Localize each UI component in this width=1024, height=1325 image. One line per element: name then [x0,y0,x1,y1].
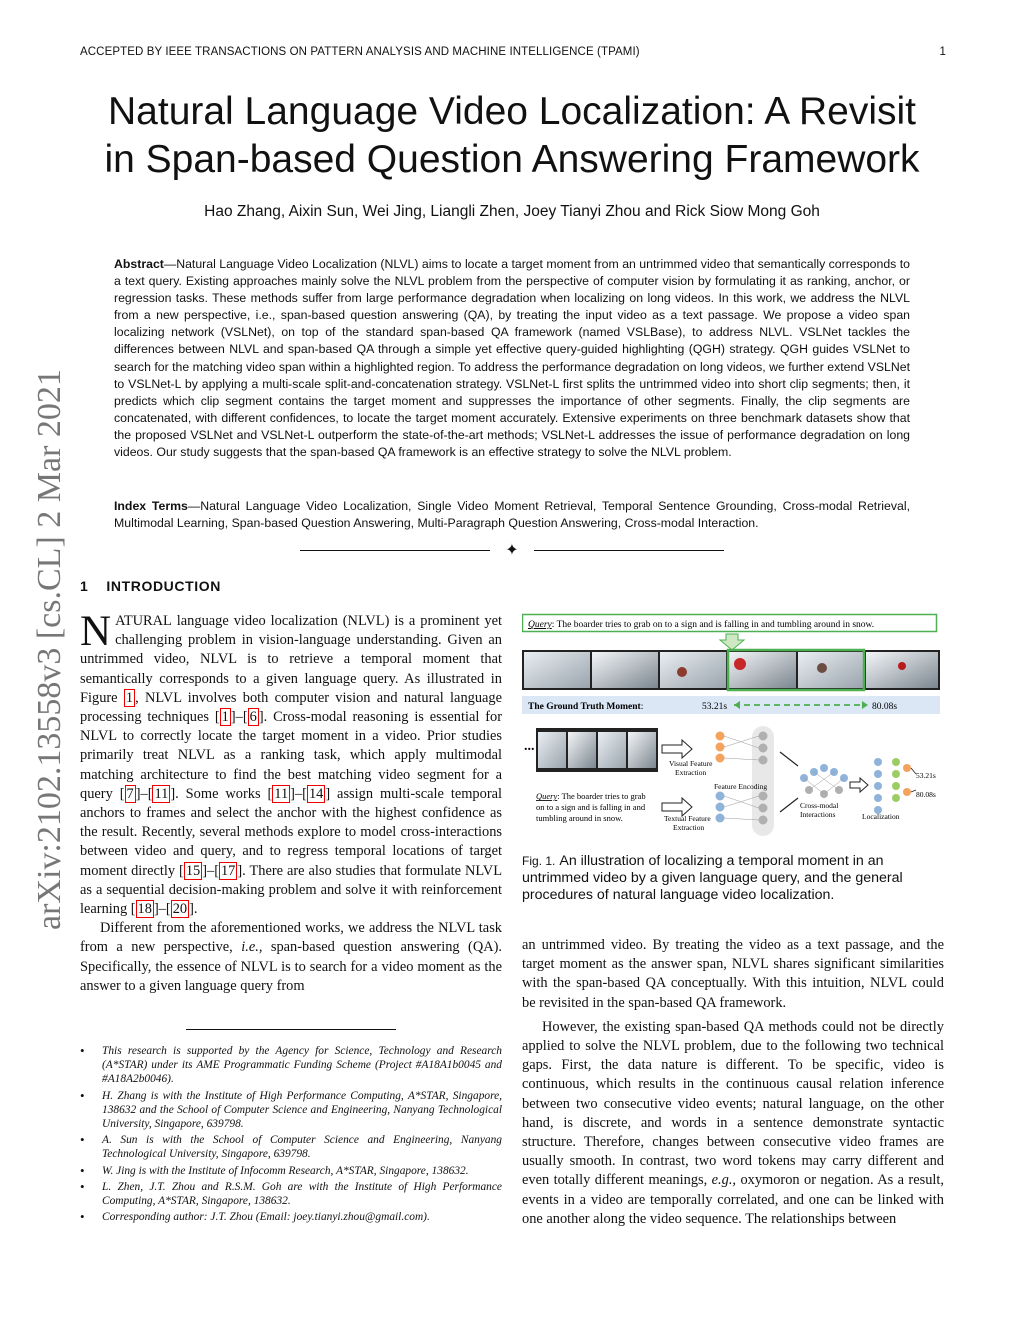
abstract-label: Abstract [114,257,164,271]
ground-truth-label: The Ground Truth Moment [528,702,641,712]
footnote-item: • A. Sun is with the School of Computer Science and Engineering, Nanyang Technological University, Singapore, 639798. [80,1133,502,1161]
right-paragraph-2 [522,1018,944,1229]
output-end: 80.08s [916,790,936,799]
arrow-right-icon [850,778,868,792]
intro-right-column [522,936,944,1229]
footnote-item: • W. Jing is with the Institute of Infocomm Research, A*STAR, Singapore, 138632. [80,1164,502,1178]
footnote-item: • This research is supported by the Agency for Science, Technology and Research (A*STAR) under its AME Programmatic Funding Scheme (Project #A18A1b0045 and #A18A2b0046). [80,1044,502,1087]
text-run: ]. [189,901,198,918]
citation-link[interactable]: 18 [137,901,152,918]
text-run: ]–[ [290,785,307,802]
query2-line-2: on to a sign and is falling in and [536,802,646,812]
italic-run: i.e., [241,939,263,956]
divider-star-icon: ✦ [505,540,519,559]
footnote-item: • H. Zhang is with the Institute of High Performance Computing, A*STAR, Singapore, 138632 and the School of Computer Science and Engineering, Nanyang Technological University, Singapore, 639798. [80,1089,502,1132]
arrow-right-icon [662,740,692,758]
frame-stack [536,728,658,772]
citation-link[interactable]: 15 [185,862,201,879]
ground-truth-end: 80.08s [872,702,898,712]
video-filmstrip [522,650,940,690]
cross-modal-label-1: Cross-modal [800,801,839,810]
citation-link[interactable]: 14 [308,785,324,802]
textual-extraction-label-1: Textual Feature [664,814,711,823]
footnote-item: • L. Zhen, J.T. Zhou and R.S.M. Goh are with the Institute of High Performance Computing, A*STAR, Singapore, 138632. [80,1180,502,1208]
feature-encoding-label: Feature Encoding [714,782,768,791]
text-run: Different from the aforementioned works, we address the NLVL task from a new perspective, [80,920,502,956]
text-run: , NLVL involves both computer vision and natural language processing techniques [ [80,689,502,726]
ground-truth-colon: : [640,702,644,712]
text-run: ]–[ [135,785,153,802]
query2-line-1 [536,791,646,801]
citation-link[interactable]: 20 [172,901,188,918]
query-line [528,619,874,630]
text-run: ]–[ [202,862,219,879]
arrow-right-icon [780,752,798,766]
citation-link[interactable]: 6 [249,709,257,726]
paper-title [60,88,964,184]
intro-paragraph-2 [80,919,502,996]
section-divider [300,540,724,559]
arxiv-stamp-text: arXiv:2102.13558v3 [cs.CL] 2 Mar 2021 [31,369,68,930]
intro-left-column [80,608,502,996]
down-arrow-icon [720,634,744,650]
footnotes [80,1044,502,1226]
text-run: oxymoron or negation. As a result, events in a video are temporally correlated, and one can be linked with one another along the video sequence. The relationships between [522,1172,944,1227]
ground-truth-start: 53.21s [702,702,728,712]
running-title: ACCEPTED BY IEEE TRANSACTIONS ON PATTERN ANALYSIS AND MACHINE INTELLIGENCE (TPAMI) [80,46,640,58]
text-run: ] assign multi-scale temporal anchors to frames and select the anchor with the highest confidence as the result. Recently, several methods explore to model cross-interactions between video and query, and to regress temporal locations of target moment directly [ [80,785,502,879]
localization-nodes [874,758,916,814]
authors: Hao Zhang, Aixin Sun, Wei Jing, Liangli Zhen, Joey Tianyi Zhou and Rick Siow Mong Goh [204,203,820,220]
smallcaps-word: ATURAL [115,613,172,629]
index-terms [114,498,910,532]
query2-label: Query [536,791,558,801]
divider-line-right [534,550,724,551]
citation-link[interactable]: 11 [154,785,169,802]
text-run: ]–[ [230,709,248,726]
figure-link[interactable]: 1 [125,689,134,706]
text-run: language video localization (NLVL) is a prominent yet challenging problem in vision-language understanding. Given an untrimmed video, NLVL is to retrieve a temporal moment that semantically corresponds to a given language query. As illustrated in Figure [80,613,502,706]
visual-extraction-label-2: Extraction [675,768,707,777]
cross-modal-nodes [800,764,848,798]
text-run: ]. There are also studies that formulate NLVL as a sequential decision-making problem and solve it with reinforcement learning [ [80,862,502,918]
figure-caption [522,853,944,905]
query2-text-1: : The boarder tries to grab [557,791,646,801]
title-line-2: in Span-based Question Answering Framework [104,138,920,181]
query-text: : The boarder tries to grab on to a sign and is falling in and tumbling around in snow. [551,620,875,630]
query2-line-3: tumbling around in snow. [536,813,623,823]
caption-label: Fig. 1. [522,854,556,868]
italic-run: e.g., [711,1172,737,1189]
index-terms-label: Index Terms [114,499,188,513]
text-run: ]. Some works [ [170,785,273,802]
feature-encoding-nodes [716,726,775,836]
arrow-right-icon [780,798,798,812]
visual-extraction-label-1: Visual Feature [669,759,713,768]
output-start: 53.21s [916,771,936,780]
cross-modal-label-2: Interactions [800,810,836,819]
text-run: However, the existing span-based QA methods could not be directly applied to solve the NLVL problem, due to the following two technical gaps. First, the data nature is different. To be specific, video is continuous, which results in the continuous causal relation inference between two consecutive video events; natural language, on the other hand, is discrete, and words in a sentence demonstrate syntactic structure. Therefore, changes between consecutive video frames are usually smooth. In contrast, two word tokens may carry different and even totally different meanings, [522,1018,944,1189]
footnote-rule [186,1029,396,1030]
right-paragraph-1: an untrimmed video. By treating the video as a text passage, and the target moment as the answer span, NLVL shares significant similarities with the span-based QA conceptually. With this intuition, NLVL could be revisited in the span-based QA framework. [522,937,944,1011]
citation-link[interactable]: 11 [274,785,289,802]
citation-link[interactable]: 7 [126,785,134,802]
running-header [80,46,946,58]
section-title: INTRODUCTION [106,578,221,594]
localization-label: Localization [862,812,900,821]
abstract-text: —Natural Language Video Localization (NLVL) aims to locate a target moment from an untrimmed video that semantically corresponds to a text query. Existing approaches mainly solve the NLVL problem from the perspective of computer vision by formulating it as ranking, anchor, or regression tasks. These methods suffer from large performance degradation when localizing on long videos. In this work, we address the NLVL from a new perspective, i.e., span-based question answering (QA), by treating the input video as a text passage. We propose a video span localizing network (VSLNet), on top of the standard span-based QA framework (named VSLBase), to address NLVL. VSLNet tackles the differences between NLVL and span-based QA through a simple yet effective query-guided highlighting (QGH) strategy. QGH guides VSLNet to search for the matching video span within a highlighted region. To address the performance degradation on long videos, we further extend VSLNet to VSLNet-L by applying a multi-scale split-and-concatenation strategy. VSLNet-L first splits the untrimmed video into short clip segments; then, it predicts which clip segment contains the target moment and suppresses the importance of other segments. Finally, the clip segments are concatenated, with different confidences, to locate the target moment accurately. Extensive experiments on three benchmark datasets show that the proposed VSLNet and VSLNet-L outperform the state-of-the-art methods; VSLNet-L addresses the issue of performance degradation on long videos. Our study suggests that the span-based QA framework is an effective strategy to solve the NLVL problem. [114,257,910,460]
footnote-item: • Corresponding author: J.T. Zhou (Email: joey.tianyi.zhou@gmail.com). [80,1210,502,1224]
index-terms-text: —Natural Language Video Localization, Single Video Moment Retrieval, Temporal Sentence Grounding, Cross-modal Retrieval, Multimodal Learning, Span-based Question Answering, Multi-Paragraph Question Answering, Cross-modal Interaction. [114,499,910,531]
figure-1 [522,612,944,844]
citation-link[interactable]: 1 [221,709,229,726]
text-run: span-based question answering (QA). Specifically, the essence of NLVL is to search for a video moment as the answer to a given language query from [80,939,502,994]
text-run: ]. Cross-modal reasoning is essential for NLVL to correctly locate the target moment in a video. Prior studies primarily treat NLVL as a ranking task, which apply multimodal matching architecture to find the best matching video segment for a query [ [80,709,502,802]
ellipsis: ... [524,739,535,754]
dropcap: N [80,608,112,655]
textual-extraction-label-2: Extraction [673,823,705,832]
ground-truth-label-line [528,702,643,712]
caption-text: An illustration of localizing a temporal moment in an untrimmed video by a given language query, and the general procedures of natural language video localization. [522,853,903,904]
section-heading [80,578,221,594]
divider-line-left [300,550,490,551]
title-line-1: Natural Language Video Localization: A Revisit [108,90,916,133]
intro-paragraph-1 [80,608,502,919]
page-number: 1 [939,46,946,58]
text-run: ]–[ [153,901,171,918]
abstract [114,256,910,461]
query-label: Query [528,620,552,630]
citation-link[interactable]: 17 [220,862,236,879]
section-number: 1 [80,578,89,594]
arxiv-stamp [14,365,74,935]
